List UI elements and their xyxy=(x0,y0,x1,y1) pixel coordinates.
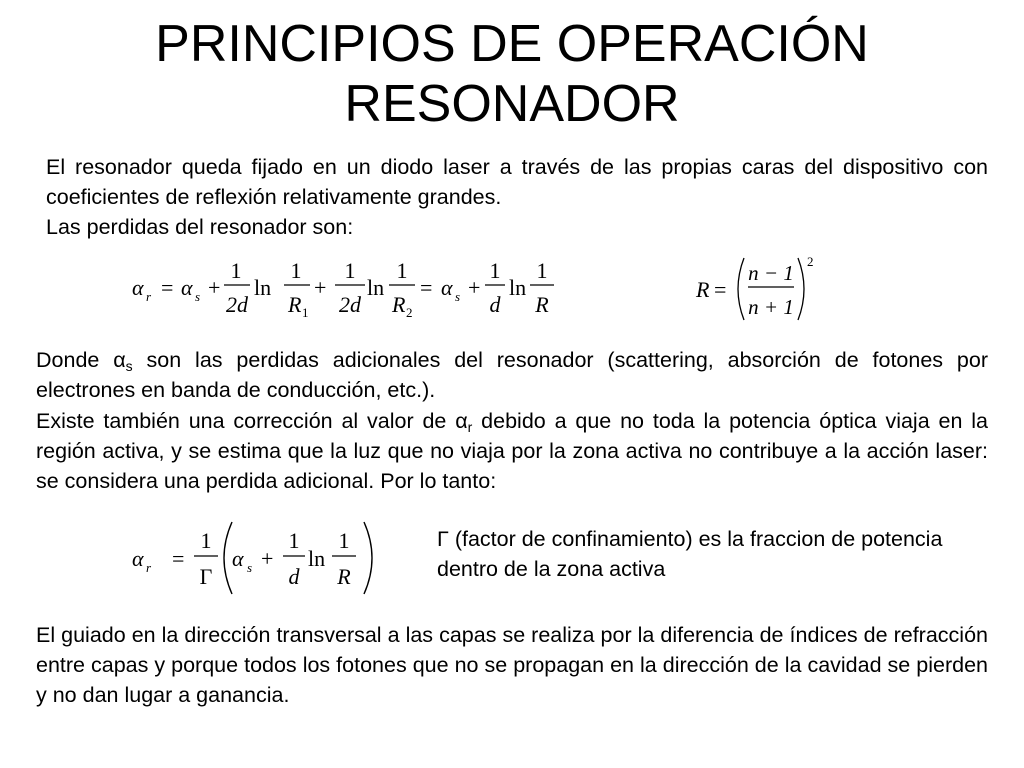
eq2-denominator: n + 1 xyxy=(748,295,794,319)
eq3-alpha-r: α xyxy=(132,546,144,571)
eq2-paren-left xyxy=(738,258,744,320)
eq1-plus-1: + xyxy=(208,275,221,300)
eq1-alpha-s-sub-2: s xyxy=(455,289,461,304)
eq1-num-2: 1 xyxy=(290,258,302,283)
p3-sub: r xyxy=(467,419,473,435)
paragraph-alpha-s xyxy=(36,345,988,405)
intro-text: El resonador queda fijado en un diodo laser a través de las propias caras del dispositivo con coeficientes de reflexión relativamente grandes. xyxy=(46,155,988,209)
equation-resonator-losses xyxy=(128,252,568,324)
eq1-ln-1: ln xyxy=(254,275,272,300)
eq1-den-R2-sub: 2 xyxy=(406,305,413,320)
title-line-2: RESONADOR xyxy=(344,75,680,133)
eq2-numerator: n − 1 xyxy=(748,261,794,285)
eq3-den-d: d xyxy=(288,564,300,589)
losses-label-text: Las perdidas del resonador son: xyxy=(46,215,354,239)
equation-reflectivity xyxy=(694,252,834,326)
eq3-ln: ln xyxy=(308,546,326,571)
eq1-equals-2: = xyxy=(420,275,433,300)
eq2-exponent: 2 xyxy=(807,254,814,269)
eq1-alpha-r-sub: r xyxy=(146,289,152,304)
equation-confinement xyxy=(128,518,388,598)
eq1-ln-3: ln xyxy=(509,275,527,300)
eq3-num-3: 1 xyxy=(338,528,350,553)
eq1-num-6: 1 xyxy=(536,258,548,283)
title-line-1: PRINCIPIOS DE OPERACIÓN xyxy=(155,15,869,73)
eq1-alpha-s-1: α xyxy=(181,275,193,300)
eq2-R: R xyxy=(696,277,710,302)
p2-pre: Donde α xyxy=(36,348,126,372)
eq2-equals: = xyxy=(714,277,727,302)
eq1-den-2d-2: 2d xyxy=(339,292,361,317)
eq1-num-3: 1 xyxy=(344,258,356,283)
eq1-plus-2: + xyxy=(314,275,327,300)
eq1-den-R1-sub: 1 xyxy=(302,305,309,320)
eq3-num-2: 1 xyxy=(288,528,300,553)
gamma-note-text: Γ (factor de confinamiento) es la fraccion de potencia dentro de la zona activa xyxy=(437,527,943,581)
eq3-gamma: Γ xyxy=(199,564,213,589)
p3-post: debido a que no toda la potencia óptica viaja en la región activa, y se estima que la luz que no viaja por la zona activa no contribuye a la acción laser: se considera una perdida adicional. Por lo tanto: xyxy=(36,409,988,493)
eq3-alpha-s: α xyxy=(232,546,244,571)
eq1-plus-3: + xyxy=(468,275,481,300)
eq1-den-R: R xyxy=(535,292,549,317)
p4-text: El guiado en la dirección transversal a las capas se realiza por la diferencia de índices de refracción entre capas y porque todos los fotones que no se propagan en la dirección de la cavidad se pierden y no dan lugar a ganancia. xyxy=(36,623,988,707)
eq1-alpha-s-sub-1: s xyxy=(195,289,201,304)
eq3-plus: + xyxy=(261,546,274,571)
eq3-paren-left xyxy=(224,522,232,594)
eq1-den-d: d xyxy=(489,292,501,317)
eq1-equals-1: = xyxy=(161,275,174,300)
losses-label xyxy=(46,212,988,242)
eq3-paren-right xyxy=(364,522,372,594)
slide-title xyxy=(0,14,1024,134)
eq3-equals: = xyxy=(172,546,185,571)
eq3-num-1: 1 xyxy=(200,528,212,553)
eq1-num-4: 1 xyxy=(396,258,408,283)
eq1-num-1: 1 xyxy=(230,258,242,283)
eq3-alpha-s-sub: s xyxy=(247,560,253,575)
eq1-ln-2: ln xyxy=(367,275,385,300)
eq1-alpha-r: α xyxy=(132,275,144,300)
eq3-den-R: R xyxy=(337,564,351,589)
eq1-alpha-s-2: α xyxy=(441,275,453,300)
paragraph-guiding xyxy=(36,620,988,710)
gamma-note xyxy=(437,524,957,584)
p2-post: son las perdidas adicionales del resonador (scattering, absorción de fotones por electrones en banda de conducción, etc.). xyxy=(36,348,988,402)
p2-sub: s xyxy=(125,358,133,374)
eq1-den-R2: R xyxy=(392,292,406,317)
paragraph-correction xyxy=(36,406,988,496)
eq2-paren-right xyxy=(798,258,804,320)
eq1-den-R1: R xyxy=(288,292,302,317)
intro-paragraph xyxy=(46,152,988,212)
p3-pre: Existe también una corrección al valor de α xyxy=(36,409,468,433)
eq3-alpha-r-sub: r xyxy=(146,560,152,575)
eq1-den-2d-1: 2d xyxy=(226,292,248,317)
eq1-num-5: 1 xyxy=(489,258,501,283)
